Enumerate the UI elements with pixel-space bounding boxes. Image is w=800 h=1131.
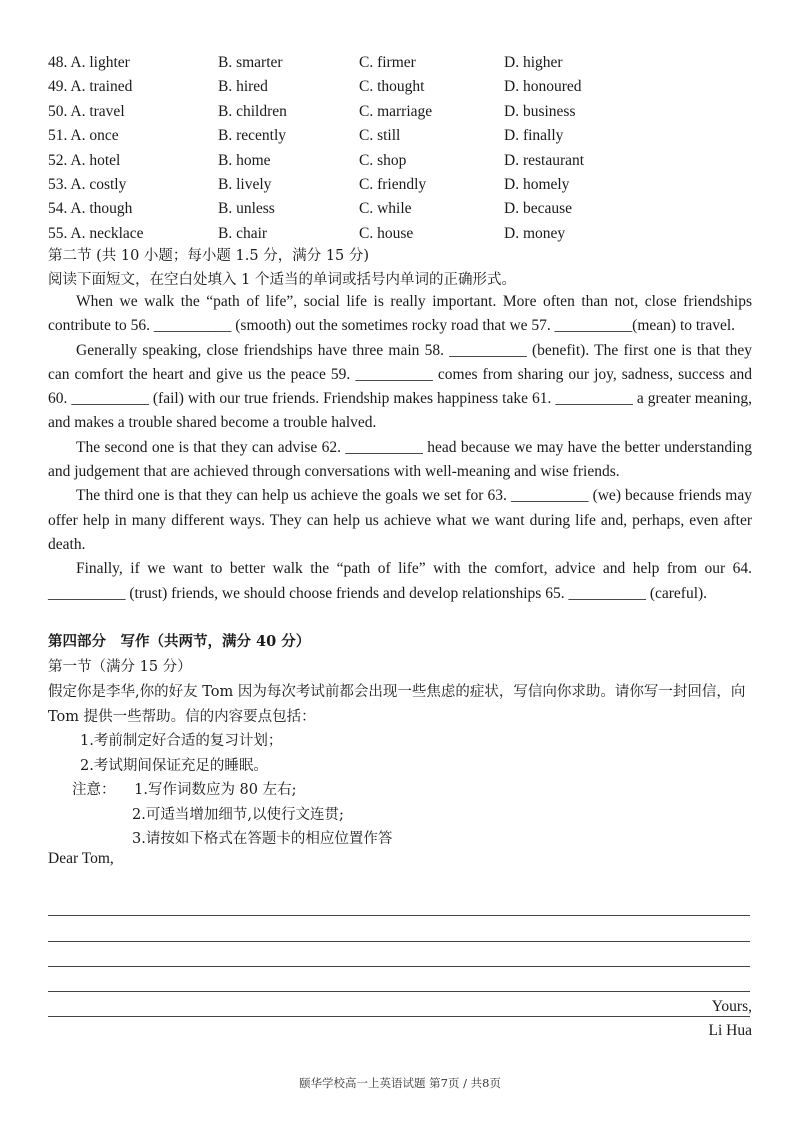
page-footer: 颐华学校高一上英语试题 第7页 / 共8页 <box>299 1076 501 1090</box>
option-d: D. honoured <box>504 78 582 96</box>
option-b: B. smarter <box>218 54 283 71</box>
option-a: 54. A. though <box>48 200 133 218</box>
option-c: C. thought <box>359 78 425 96</box>
answer-line <box>48 942 750 967</box>
answer-line <box>48 967 750 992</box>
option-a: 51. A. once <box>48 127 119 145</box>
option-a: 53. A. costly <box>48 175 127 193</box>
option-c: C. shop <box>359 151 407 169</box>
option-c: C. firmer <box>359 54 416 71</box>
option-d: D. business <box>504 102 576 120</box>
passage-paragraph: The second one is that they can advise 62. __________ head because we may have the better understanding and judgement that are achieved through conversations with well-meaning and wise friends. <box>48 438 752 481</box>
option-b: B. children <box>218 102 287 120</box>
section-heading: 第二节 (共 10 小题；每小题 1.5 分，满分 15 分) <box>48 248 370 264</box>
option-row-48 <box>48 51 768 75</box>
option-row-51 <box>48 124 768 148</box>
passage-paragraph: Generally speaking, close friendships have three main 58. __________ (benefit). The first one is that they can comfort the heart and give us the peace 59. __________ comes from sharing our joy, sadness, success and 60. __________ (fail) with our true friends. Friendship makes happiness take 61. __________ a greater meaning, and makes a trouble shared become a trouble halved. <box>48 341 752 432</box>
answer-line <box>48 916 750 941</box>
cloze-passage <box>48 290 752 606</box>
passage-paragraph: Finally, if we want to better walk the “path of life” with the comfort, advice and help from our 64. __________ (trust) friends, we should choose friends and develop relationships 65. __________ (careful). <box>48 560 752 602</box>
note-item: 1.写作词数应为 80 左右; <box>134 782 297 798</box>
writing-task <box>48 680 760 852</box>
passage-paragraph: When we walk the “path of life”, social life is really important. More often than not, close friendships contribute to 56. __________ (smooth) out the sometimes rocky road that we 57. __________(mean) to travel. <box>48 293 752 335</box>
note-label: 注意： <box>72 782 116 798</box>
option-row-54 <box>48 197 768 221</box>
option-d: D. finally <box>504 127 564 145</box>
option-c: C. friendly <box>359 175 427 193</box>
option-row-50 <box>48 100 768 124</box>
letter-salutation: Dear Tom, <box>48 850 114 867</box>
option-c: C. house <box>359 224 414 242</box>
letter-signature: Li Hua <box>708 1022 752 1039</box>
option-c: C. while <box>359 200 412 218</box>
option-b: B. hired <box>218 78 268 96</box>
option-row-52 <box>48 149 768 173</box>
letter-closing: Yours, <box>711 998 752 1015</box>
option-row-55 <box>48 222 768 246</box>
part-heading: 第四部分 写作（共两节，满分 40 分） <box>48 633 311 650</box>
note-item: 2.可适当增加细节,以使行文连贯; <box>132 806 344 823</box>
answer-line <box>48 992 750 1017</box>
option-a: 55. A. necklace <box>48 224 144 242</box>
option-a: 50. A. travel <box>48 102 125 120</box>
multiple-choice-options <box>48 51 768 246</box>
answer-line <box>48 891 750 916</box>
option-row-53 <box>48 173 768 197</box>
option-c: C. still <box>359 127 401 145</box>
option-a: 52. A. hotel <box>48 151 121 169</box>
option-d: D. money <box>504 224 566 242</box>
section-instruction: 阅读下面短文，在空白处填入 1 个适当的单词或括号内单词的正确形式。 <box>48 272 516 288</box>
option-b: B. home <box>218 151 271 169</box>
option-d: D. homely <box>504 175 570 193</box>
option-c: C. marriage <box>359 102 433 120</box>
note-row <box>48 778 760 803</box>
passage-paragraph: The third one is that they can help us achieve the goals we set for 63. __________ (we) because friends may offer help in many different ways. They can help us achieve what we want during life and, perhaps, even after death. <box>48 487 752 553</box>
option-b: B. recently <box>218 127 287 145</box>
task-point: 1.考前制定好合适的复习计划； <box>80 733 283 749</box>
note-item: 3.请按如下格式在答题卡的相应位置作答 <box>132 831 393 847</box>
task-point: 2.考试期间保证充足的睡眠。 <box>80 757 268 774</box>
option-d: D. restaurant <box>504 151 585 169</box>
option-a: 49. A. trained <box>48 78 133 96</box>
option-d: D. higher <box>504 54 563 71</box>
option-b: B. unless <box>218 200 275 218</box>
option-b: B. chair <box>218 224 268 242</box>
answer-lines <box>48 891 750 1017</box>
task-prompt: 假定你是李华,你的好友 Tom 因为每次考试前都会出现一些焦虑的症状，写信向你求助。请你写一封回信，向 Tom 提供一些帮助。信的内容要点包括： <box>48 684 746 725</box>
subsection-heading: 第一节（满分 15 分） <box>48 659 192 675</box>
option-b: B. lively <box>218 175 272 193</box>
option-row-49 <box>48 75 768 99</box>
option-d: D. because <box>504 200 572 218</box>
option-a: 48. A. lighter <box>48 54 130 71</box>
